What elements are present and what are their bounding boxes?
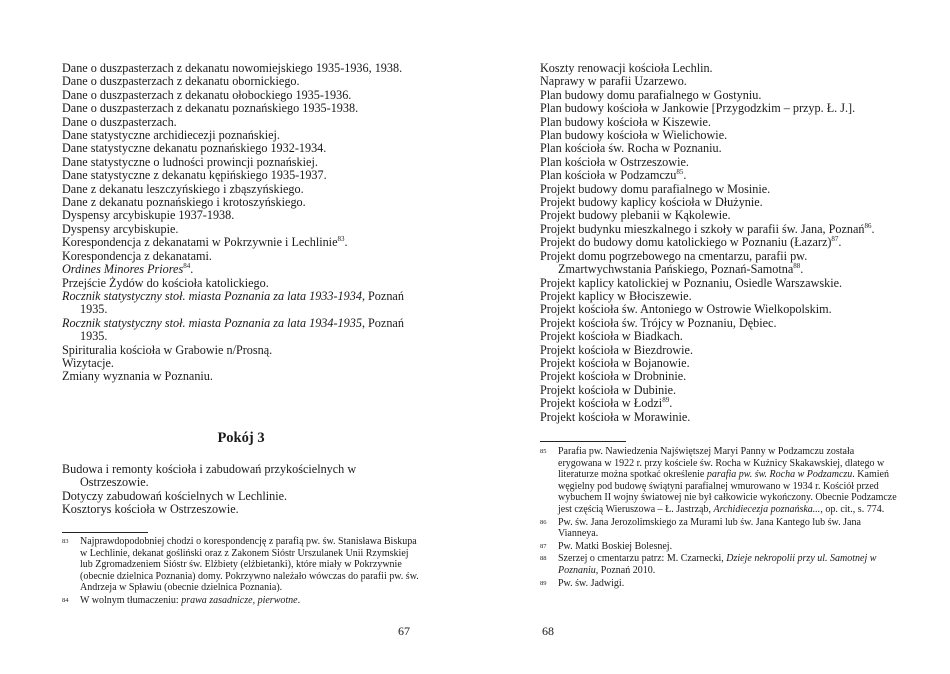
text-run: Plan kościoła w Podzamczu (540, 168, 677, 183)
text-run: Dane z dekanatu poznańskiego i krotoszyńskiego. (62, 195, 306, 210)
text-run: Korespondencja z dekanatami w Pokrzywnie i Lechlinie (62, 235, 338, 250)
list-entry (62, 209, 420, 222)
text-run: Korespondencja z dekanatami. (62, 248, 212, 263)
list-entry (540, 330, 898, 343)
italic-text: Rocznik statystyczny stoł. miasta Poznania za lata 1934-1935 (62, 315, 362, 330)
footnote (540, 578, 898, 590)
text-run: Projekt kościoła w Biadkach. (540, 329, 683, 344)
text-run: Dyspensy arcybiskupie. (62, 221, 179, 236)
text-run: Projekt kościoła w Bojanowie. (540, 355, 690, 370)
list-entry (540, 250, 898, 277)
text-run: Plan budowy kościoła w Kiszewie. (540, 114, 711, 129)
right-page (540, 0, 898, 674)
list-entry (62, 129, 420, 142)
text-run: W wolnym tłumaczeniu: (80, 594, 182, 606)
text-run: Koszty renowacji kościoła Lechlin. (540, 61, 713, 75)
list-entry (62, 290, 420, 317)
text-run: , Poznań 1935. (80, 288, 404, 317)
list-entry (62, 142, 420, 155)
text-run: Parafia pw. Nawiedzenia Najświętszej Maryi Panny w Podzamczu została erygowana w 1922 r. przy kościele św. Rocha w Kuźnicy Skakawskiej, dlatego w literaturze można spotkać określenie (558, 446, 885, 481)
list-entry (62, 183, 420, 196)
text-run: Dane statystyczne dekanatu poznańskiego 1932-1934. (62, 141, 327, 156)
text-run: Dane o duszpasterzach z dekanatu nowomiejskiego 1935-1936, 1938. (62, 61, 403, 75)
footnote (62, 536, 420, 594)
text-run: Projekt budowy kaplicy kościoła w Dłużynie. (540, 195, 763, 210)
left-footnotes (62, 536, 420, 607)
text-run: Spirituralia kościoła w Grabowie n/Prosną. (62, 342, 273, 357)
list-entry (62, 463, 420, 490)
list-entry (540, 196, 898, 209)
footnote (62, 595, 420, 607)
text-run: Pw. Matki Boskiej Bolesnej. (558, 540, 673, 552)
page-number: 68 (542, 624, 554, 638)
footnote-rule (540, 441, 626, 442)
footnote-reference[interactable]: 83 (337, 235, 345, 244)
footnote-reference[interactable]: 86 (864, 221, 872, 230)
list-entry (540, 75, 898, 88)
list-entry (540, 62, 898, 75)
text-run: Wizytacje. (62, 355, 114, 370)
text-run: Projekt domu pogrzebowego na cmentarzu, parafii pw. Zmartwychwstania Pańskiego, Poznań-Samotna (540, 248, 808, 277)
list-entry (62, 277, 420, 290)
text-run: Dane o duszpasterzach z dekanatu obornickiego. (62, 74, 300, 89)
text-run: Projekt kościoła św. Trójcy w Poznaniu, Dębiec. (540, 315, 777, 330)
list-entry (62, 236, 420, 249)
list-entry (540, 290, 898, 303)
list-entry (540, 129, 898, 142)
text-run: , Poznań 1935. (80, 315, 404, 344)
italic-text: Dzieje nekropolii przy ul. Samotnej w Poznaniu (558, 553, 877, 576)
list-entry (540, 102, 898, 115)
footnote-reference[interactable]: 85 (676, 168, 684, 177)
text-run: Plan budowy kościoła w Jankowie [Przygodzkim – przyp. Ł. J.]. (540, 101, 856, 116)
text-run: Dane o duszpasterzach z dekanatu ołobockiego 1935-1936. (62, 87, 352, 102)
text-run: Dane statystyczne archidiecezji poznańskiej. (62, 128, 280, 143)
footnote-reference[interactable]: 88 (793, 262, 801, 271)
list-entry (540, 116, 898, 129)
list-entry (540, 209, 898, 222)
list-entry (540, 236, 898, 249)
text-run: Pw. św. Jana Jerozolimskiego za Murami lub św. Jana Kantego lub św. Jana Vianneya. (558, 516, 861, 540)
text-run: Projekt budowy domu parafialnego w Mosinie. (540, 181, 771, 196)
footnote-rule (62, 532, 148, 533)
footnote-reference[interactable]: 87 (831, 235, 839, 244)
italic-text: parafia pw. św. Rocha w Podzamczu (706, 469, 853, 481)
list-entry (62, 357, 420, 370)
page-number: 67 (398, 624, 410, 638)
list-entry (540, 317, 898, 330)
list-entry (540, 277, 898, 290)
text-run: Naprawy w parafii Uzarzewo. (540, 74, 687, 89)
list-entry (62, 102, 420, 115)
text-run: Projekt budynku mieszkalnego i szkoły w parafii św. Jana, Poznań (540, 221, 865, 236)
footnote-number: 87 (540, 542, 547, 550)
text-run: Dane statystyczne z dekanatu kępińskiego 1935-1937. (62, 168, 327, 183)
section-heading: Pokój 3 (217, 430, 265, 446)
italic-text: Ordines Minores Priores (62, 262, 184, 277)
text-run: Plan kościoła św. Rocha w Poznaniu. (540, 141, 722, 156)
text-run: Projekt kościoła w Biezdrowie. (540, 342, 693, 357)
list-entry (540, 344, 898, 357)
text-run: Przejście Żydów do kościoła katolickiego. (62, 275, 269, 290)
text-run: Najprawdopodobniej chodzi o korespondencję z parafią pw. św. Stanisława Biskupa w Lechlinie, dekanat gośliński oraz z Zakonem Sióstr Urszulanek Unii Rzymskiej lub Zgromadzeniem Sióstr św. Elżbiety (elżbietanki), które miały w Pokrzywnie (obecnie dzielnica Poznania) domy. Pokrzywno należało wówczas do parafii pw. św. Andrzeja w Spławiu (obecnie dzielnica Poznania). (80, 536, 419, 594)
italic-text: Archidiecezja poznańska... (713, 503, 821, 515)
text-run: . Kamień węgielny pod budowę świątyni parafialnej wmurowano w 1934 r. Kościół przed wybuchem II wojny światowej nie był całkowicie wykończony. Obecnie Podzamcze jest częścią Wieruszowa – Ł. Jastrząb, (558, 469, 897, 515)
trailing-punctuation: . (344, 235, 348, 250)
text-run: Dane z dekanatu leszczyńskiego i zbąszyńskiego. (62, 181, 304, 196)
text-run: Projekt kaplicy katolickiej w Poznaniu, Osiedle Warszawskie. (540, 275, 843, 290)
list-entry (62, 317, 420, 344)
italic-text: prawa zasadnicze, pierwotne (181, 594, 298, 606)
text-run: Dane o duszpasterzach z dekanatu poznańskiego 1935-1938. (62, 101, 359, 116)
italic-text: Rocznik statystyczny stoł. miasta Poznania za lata 1933-1934 (62, 288, 362, 303)
trailing-punctuation: . (800, 262, 804, 277)
text-run: Kosztorys kościoła w Ostrzeszowie. (62, 502, 239, 517)
text-run: Zmiany wyznania w Poznaniu. (62, 369, 213, 384)
text-run: Projekt kościoła w Dubinie. (540, 382, 677, 397)
footnote-number: 88 (540, 555, 547, 563)
footnote-number: 85 (540, 448, 547, 455)
left-entry-list-after-heading (62, 463, 420, 517)
footnote-number: 83 (62, 538, 69, 545)
text-run: Projekt kościoła w Łodzi (540, 396, 663, 411)
trailing-punctuation: . (669, 396, 673, 411)
right-footnotes (540, 446, 898, 589)
left-entry-list (62, 62, 420, 384)
trailing-punctuation: . (683, 168, 687, 183)
text-run: Dane o duszpasterzach. (62, 114, 177, 129)
text-run: Projekt kaplicy w Błociszewie. (540, 288, 692, 303)
list-entry (62, 196, 420, 209)
text-run: Projekt do budowy domu katolickiego w Poznaniu (Łazarz) (540, 235, 832, 250)
text-run: . (297, 594, 301, 606)
text-run: , op. cit., s. 774. (820, 503, 885, 515)
list-entry (62, 263, 420, 276)
list-entry (62, 370, 420, 383)
text-run: Projekt budowy plebanii w Kąkolewie. (540, 208, 731, 223)
list-entry (62, 75, 420, 88)
footnote (540, 446, 898, 516)
text-run: Dane statystyczne o ludności prowincji poznańskiej. (62, 154, 318, 169)
text-run: Plan budowy kościoła w Wielichowie. (540, 128, 728, 143)
trailing-punctuation: . (190, 262, 194, 277)
list-entry (540, 397, 898, 410)
list-entry (62, 490, 420, 503)
text-run: Pw. św. Jadwigi. (558, 577, 625, 589)
text-run: Budowa i remonty kościoła i zabudowań przykościelnych w Ostrzeszowie. (62, 462, 357, 490)
list-entry (62, 344, 420, 357)
trailing-punctuation: . (838, 235, 842, 250)
list-entry (540, 370, 898, 383)
right-entry-list (540, 62, 898, 424)
footnote-number: 84 (62, 596, 69, 604)
list-entry (62, 89, 420, 102)
trailing-punctuation: . (871, 221, 875, 236)
footnote (540, 541, 898, 553)
list-entry (62, 503, 420, 516)
text-run: Plan kościoła w Ostrzeszowie. (540, 154, 689, 169)
list-entry (540, 142, 898, 155)
footnote (540, 553, 898, 576)
text-run: Dyspensy arcybiskupie 1937-1938. (62, 208, 235, 223)
list-entry (62, 62, 420, 75)
list-entry (540, 89, 898, 102)
list-entry (62, 156, 420, 169)
text-run: Plan budowy domu parafialnego w Gostyniu. (540, 87, 762, 102)
list-entry (540, 411, 898, 424)
footnote-reference[interactable]: 89 (662, 396, 670, 405)
list-entry (540, 357, 898, 370)
footnote-number: 89 (540, 579, 547, 587)
text-run: Projekt kościoła w Morawinie. (540, 409, 691, 424)
footnote-reference[interactable]: 84 (183, 262, 191, 271)
footnote (540, 517, 898, 540)
list-entry (62, 169, 420, 182)
text-run: Projekt kościoła św. Antoniego w Ostrowie Wielkopolskim. (540, 302, 832, 317)
text-run: Szerzej o cmentarzu patrz: M. Czarnecki, (558, 553, 727, 565)
left-page (62, 0, 420, 674)
list-entry (540, 169, 898, 182)
text-run: Projekt kościoła w Drobninie. (540, 369, 687, 384)
footnote-number: 86 (540, 518, 547, 526)
list-entry (540, 303, 898, 316)
list-entry (62, 116, 420, 129)
list-entry (540, 183, 898, 196)
text-run: Dotyczy zabudowań kościelnych w Lechlinie. (62, 488, 288, 503)
text-run: , Poznań 2010. (595, 564, 656, 576)
